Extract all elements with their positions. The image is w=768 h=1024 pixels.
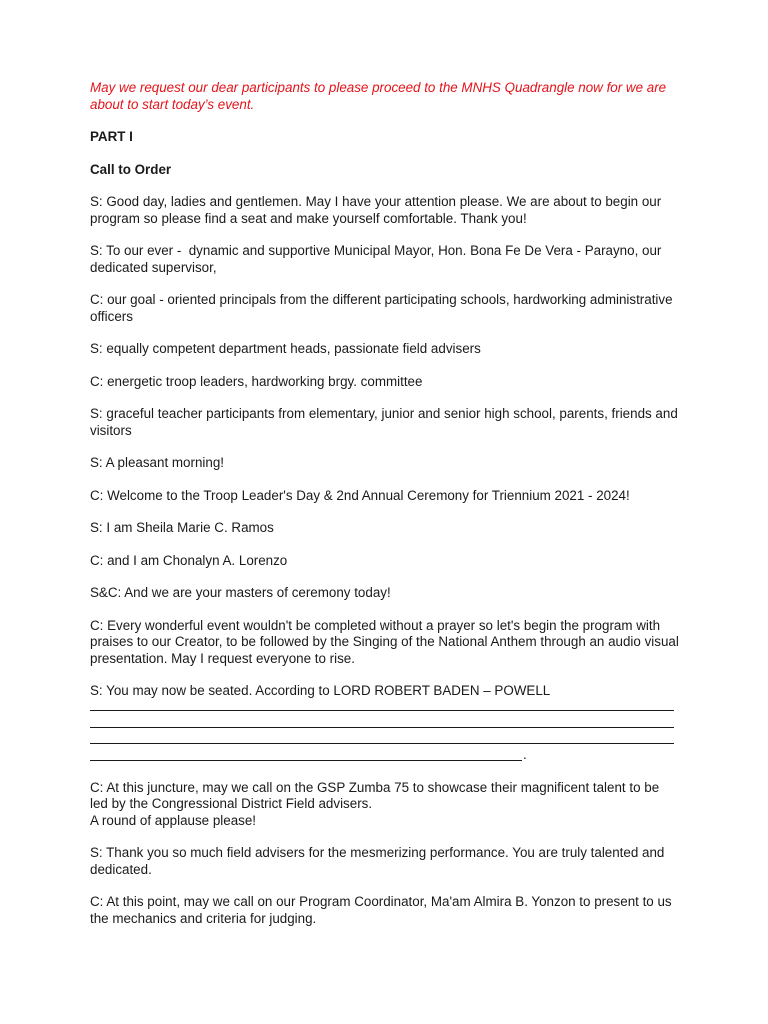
script-line-troop-leaders: C: energetic troop leaders, hardworking brgy. committee [90,373,423,389]
fill-in-blank-lines [90,698,680,764]
script-line-baden-powell: S: You may now be seated. According to LORD ROBERT BADEN – POWELL [90,683,551,698]
script-line-welcome: C: Welcome to the Troop Leader's Day & 2nd Annual Ceremony for Triennium 2021 - 2024! [90,487,630,503]
document-page [90,80,683,943]
script-line-department-heads: S: equally competent department heads, passionate field advisers [90,341,481,356]
blank-line [90,698,680,715]
applause-request: A round of applause please! [90,812,257,828]
zumba-call: C: At this juncture, may we call on the GSP Zumba 75 to showcase their magnificent talent to be led by the Congressional District Field advisers. [90,779,663,811]
script-line-pleasant-morning: S: A pleasant morning! [90,455,224,470]
blank-rule [90,760,522,761]
intro-announcement: May we request our dear participants to please proceed to the MNHS Quadrangle now for we are about to start today’s event. [90,80,670,112]
script-line-mayor: S: To our ever - dynamic and supportive Municipal Mayor, Hon. Bona Fe De Vera - Parayno, our dedicated supervisor, [90,243,666,275]
script-line-coordinator: C: At this point, may we call on our Program Coordinator, Ma'am Almira B. Yonzon to present to us the mechanics and criteria for judging. [90,894,676,926]
part-heading: PART I [90,129,133,144]
blank-rule [90,727,674,728]
script-line-principals: C: our goal - oriented principals from the different participating schools, hardworking administrative officers [90,292,677,324]
blank-end-period: . [523,747,527,762]
section-heading: Call to Order [90,161,172,177]
script-line-thanks: S: Thank you so much field advisers for the mesmerizing performance. You are truly talented and dedicated. [90,845,669,877]
script-line-teachers: S: graceful teacher participants from elementary, junior and senior high school, parents, friends and visitors [90,406,682,438]
script-line-prayer: C: Every wonderful event wouldn't be completed without a prayer so let's begin the program with praises to our Creator, to be followed by the Singing of the National Anthem through an audio visual presentation. May I request everyone to rise. [90,617,683,666]
script-line-zumba [90,780,680,830]
script-line-masters: S&C: And we are your masters of ceremony today! [90,585,391,600]
blank-line [90,731,680,748]
blank-rule [90,743,674,744]
script-line-greeting: S: Good day, ladies and gentlemen. May I have your attention please. We are about to begin our program so please find a seat and make yourself comfortable. Thank you! [90,194,665,226]
blank-line [90,714,680,731]
script-line-host-s: S: I am Sheila Marie C. Ramos [90,520,274,535]
blank-line [90,747,680,764]
script-line-host-c: C: and I am Chonalyn A. Lorenzo [90,552,288,568]
blank-rule [90,710,674,711]
